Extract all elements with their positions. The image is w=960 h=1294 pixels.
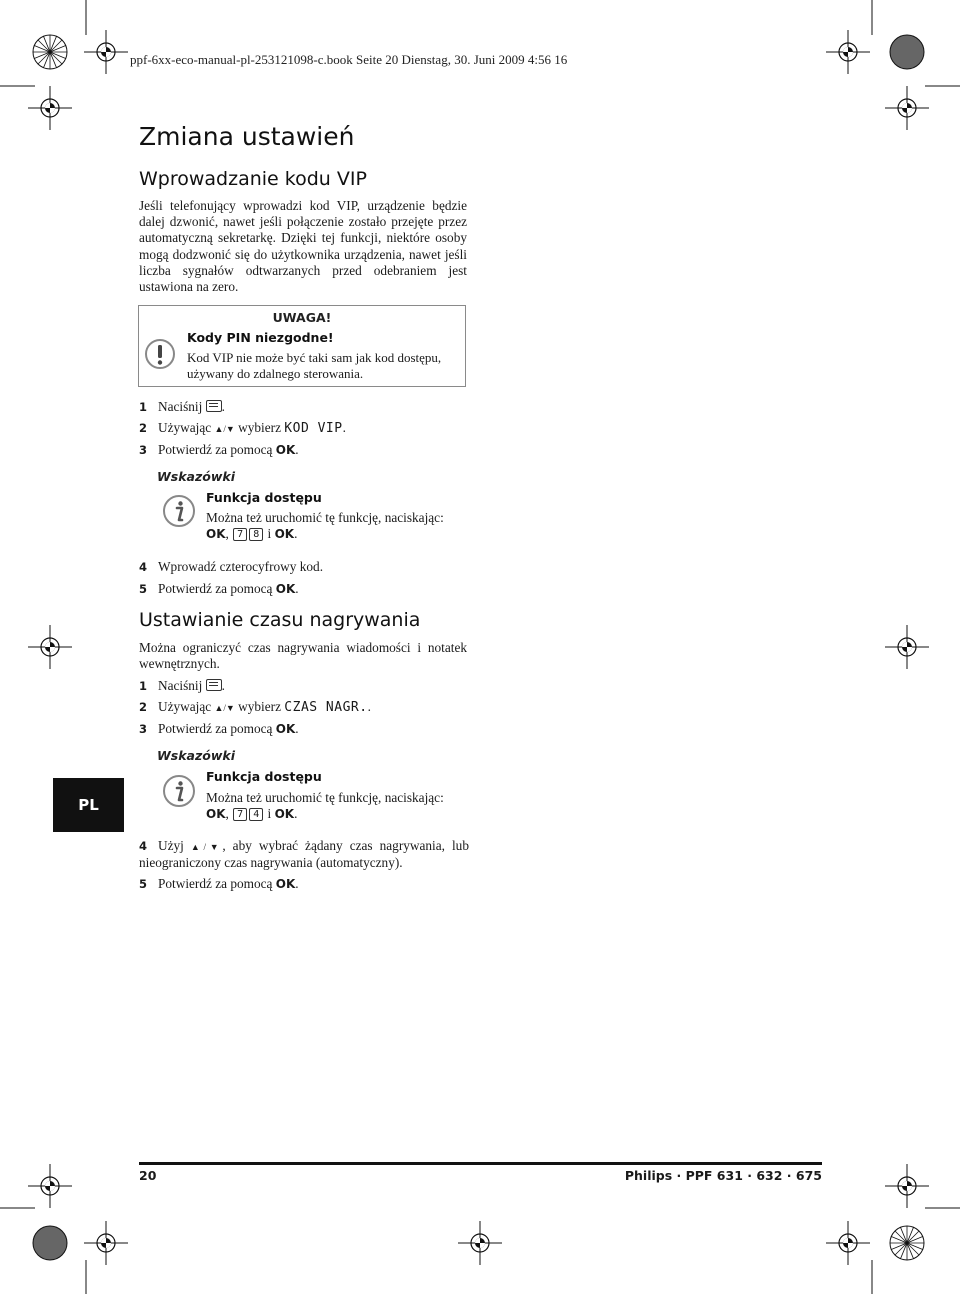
key-4: 4	[249, 808, 263, 821]
language-tab: PL	[53, 778, 124, 832]
warning-icon	[144, 338, 176, 370]
tip-text: Można też uruchomić tę funkcję, naciskając: OK, 7 4 i OK.	[206, 790, 444, 821]
rec-step-5: 5 Potwierdź za pomocą OK.	[139, 876, 299, 891]
warning-label: UWAGA!	[272, 310, 332, 325]
vip-step-5: 5 Potwierdź za pomocą OK.	[139, 581, 299, 596]
page-number: 20	[139, 1168, 157, 1183]
tip-title: Funkcja dostępu	[206, 490, 322, 505]
key-8: 8	[249, 528, 263, 541]
vip-step-3: 3 Potwierdź za pomocą OK.	[139, 442, 299, 457]
footer-brand: Philips · PPF 631 · 632 · 675	[624, 1168, 822, 1183]
warning-box	[138, 305, 466, 387]
info-icon	[162, 774, 196, 808]
vip-description: Jeśli telefonujący wprowadzi kod VIP, urządzenie będzie dalej dzwonić, nawet jeśli połączenie zostało przejęte przez automatyczną sekretarkę. Dzięki tej funkcji, niektóre osoby mogą dodzwonić się do użytkownika urządzenia, nawet jeśli liczba sygnałów odtwarzanych przed odebraniem jest ustawiona na zero.	[139, 198, 467, 295]
vip-step-1: 1 Naciśnij .	[139, 399, 225, 414]
key-7: 7	[233, 528, 247, 541]
section-heading-recording-time: Ustawianie czasu nagrywania	[139, 609, 421, 631]
section-heading-vip: Wprowadzanie kodu VIP	[139, 168, 367, 190]
rec-step-2: 2 Używając ▲/▼ wybierz CZAS NAGR..	[139, 699, 371, 715]
vip-step-4: 4 Wprowadź czterocyfrowy kod.	[139, 559, 324, 574]
tip-label: Wskazówki	[157, 469, 235, 484]
rec-step-4: 4 Użyj ▲/▼, aby wybrać żądany czas nagrywania, lub nieograniczony czas nagrywania (automatyczny).	[139, 838, 469, 870]
up-down-arrows-icon: ▲/▼	[214, 424, 235, 434]
rec-step-3: 3 Potwierdź za pomocą OK.	[139, 721, 299, 736]
menu-key-icon	[206, 400, 222, 412]
vip-step-2: 2 Używając ▲/▼ wybierz KOD VIP.	[139, 420, 346, 436]
book-header: ppf-6xx-eco-manual-pl-253121098-c.book Seite 20 Dienstag, 30. Juni 2009 4:56 16	[130, 52, 568, 67]
up-down-arrows-icon: ▲/▼	[190, 842, 223, 852]
warning-title: Kody PIN niezgodne!	[187, 330, 334, 345]
tip-title: Funkcja dostępu	[206, 769, 322, 784]
warning-text: Kod VIP nie może być taki sam jak kod dostępu, używany do zdalnego sterowania.	[187, 350, 442, 381]
tip-text: Można też uruchomić tę funkcję, naciskając: OK, 7 8 i OK.	[206, 510, 444, 541]
footer-rule	[139, 1162, 822, 1165]
tip-label: Wskazówki	[157, 748, 235, 763]
page-title: Zmiana ustawień	[139, 122, 355, 151]
key-7: 7	[233, 808, 247, 821]
menu-key-icon	[206, 679, 222, 691]
recording-time-description: Można ograniczyć czas nagrywania wiadomości i notatek wewnętrznych.	[139, 640, 467, 672]
up-down-arrows-icon: ▲/▼	[214, 703, 235, 713]
rec-step-1: 1 Naciśnij .	[139, 678, 225, 693]
info-icon	[162, 494, 196, 528]
